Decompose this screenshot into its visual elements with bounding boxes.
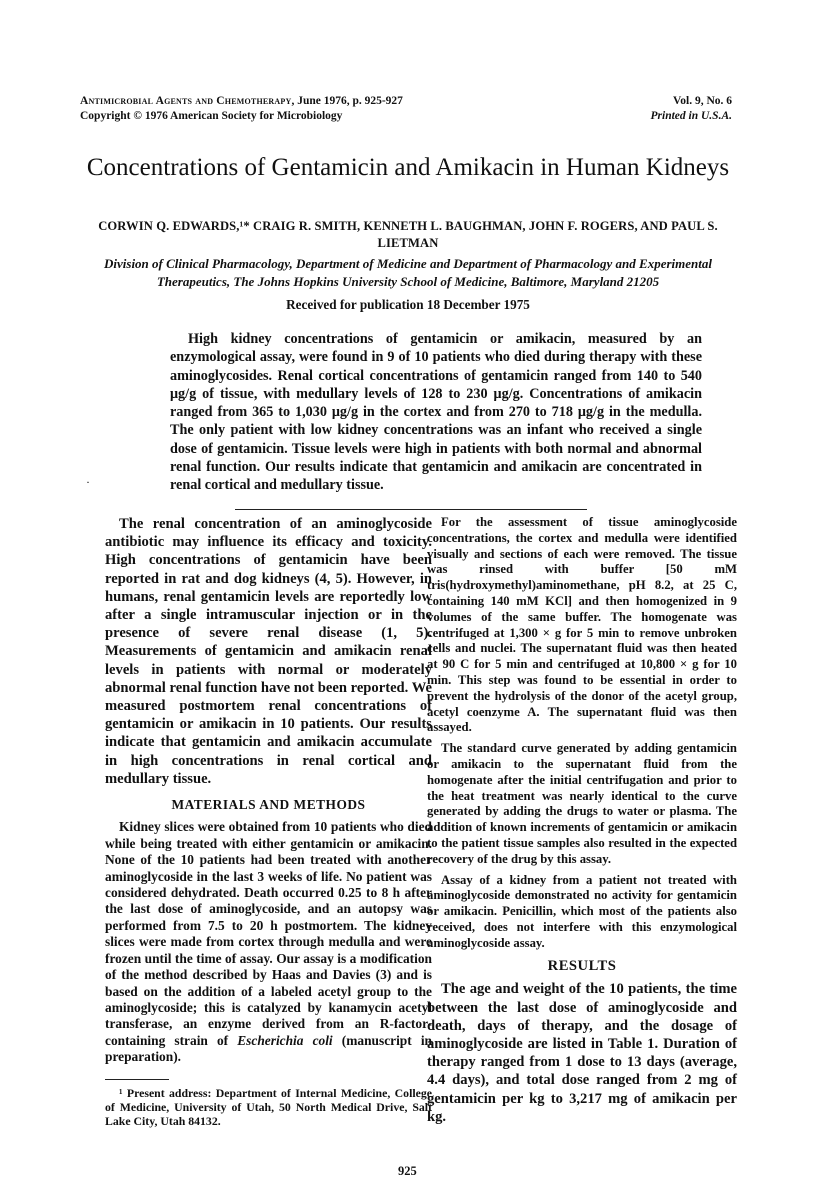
footnote: ¹ Present address: Department of Internal Medicine, College of Medicine, University of Utah, 50 North Medical Drive, Salt Lake City, Utah 84132. bbox=[105, 1085, 432, 1129]
methods-heading: MATERIALS AND METHODS bbox=[171, 797, 366, 813]
received-date: Received for publication 18 December 1975 bbox=[286, 297, 530, 312]
species-name: Escherichia coli bbox=[237, 1032, 333, 1048]
standard-curve-paragraph: The standard curve generated by adding gentamicin or amikacin to the supernatant fluid from the homogenate after the initial centrifugation and prior to the heat treatment was nearly identical to the curve generated by adding the drugs to water or plasma. The addition of known increments of gentamicin or amikacin to the patient tissue samples also resulted in the expected recovery of the drug by this assay. bbox=[427, 741, 737, 866]
tissue-assessment-paragraph: For the assessment of tissue aminoglycoside concentrations, the cortex and medulla were identified visually and sections of each were removed. The tissue was rinsed with buffer [50 mM tris(hydroxymethyl)aminomethane, pH 8.2, at 25 C, containing 140 mM KCl] and then homogenized in 9 volumes of the same buffer. The homogenate was centrifuged at 1,300 × g for 5 min to remove unbroken cells and nuclei. The supernatant fluid was then heated at 90 C for 5 min and centrifuged at 10,800 × g for 10 min. This step was found to be essential in order to prevent the hydrolysis of the donor of the acetyl group, acetyl coenzyme A. The supernatant fluid was then assayed. bbox=[427, 515, 737, 735]
abstract: High kidney concentrations of gentamicin or amikacin, measured by an enzymological assay, were found in 9 of 10 patients who died during therapy with these aminoglycosides. Renal cortical concentrations of gentamicin ranged from 140 to 540 μg/g of tissue, with medullary levels of 128 to 230 μg/g. Concentrations of amikacin ranged from 365 to 1,030 μg/g in the cortex and from 270 to 718 μg/g in the medulla. The only patient with low kidney concentrations was an infant who received a single dose of gentamicin. Tissue levels were high in patients with both normal and abnormal renal function. Our results indicate that gentamicin and amikacin are concentrated in renal cortical and medullary tissue. bbox=[170, 331, 702, 494]
author-list: CORWIN Q. EDWARDS,¹* CRAIG R. SMITH, KENNETH L. BAUGHMAN, JOHN F. ROGERS, AND PAUL S. LIETMAN bbox=[98, 219, 718, 250]
printed-in: Printed in U.S.A. bbox=[650, 110, 732, 122]
results-paragraph: The age and weight of the 10 patients, the time between the last dose of aminoglycoside and death, days of therapy, and the dosage of aminoglycoside are listed in Table 1. Duration of therapy ranged from 1 dose to 13 days (average, 4.4 days), and total dose ranged from 2 mg of gentamicin per kg to 3,217 mg of amikacin per kg. bbox=[427, 981, 737, 1125]
results-heading: RESULTS bbox=[547, 957, 617, 974]
right-column bbox=[427, 515, 737, 1126]
methods-text-start: Kidney slices were obtained from 10 patients who died while being treated with either gentamicin or amikacin. None of the 10 patients had been treated with another aminoglycoside in the last 3 weeks of life. No patient was considered dehydrated. Death occurred 0.25 to 8 h after the last dose of aminoglycoside, and an autopsy was performed from 7.5 to 20 h postmortem. The kidney slices were made from cortex through medulla and were frozen until the time of assay. Our assay is a modification of the method described by Haas and Davies (3) and is based on the addition of a labeled acetyl group to the aminoglycoside; this is catalyzed by kanamycin acetyl transferase, an enzyme derived from an R-factor-containing strain of bbox=[105, 819, 432, 1048]
journal-name: Antimicrobial Agents and Chemotherapy bbox=[80, 95, 292, 107]
introduction-paragraph: The renal concentration of an aminoglycoside antibiotic may influence its efficacy and toxicity. High concentrations of gentamicin have been reported in rat and dog kidneys (4, 5). However, in humans, renal gentamicin levels are reportedly low after a single intramuscular injection or in the presence of severe renal disease (1, 5). Measurements of gentamicin and amikacin renal levels in patients with normal or moderately abnormal renal function have not been reported. We measured postmortem renal concentrations of gentamicin or amikacin in 10 patients. Our results indicate that gentamicin and amikacin accumulate in high concentrations in renal cortical and medullary tissue. bbox=[105, 516, 432, 787]
issue-info: , June 1976, p. 925-927 bbox=[291, 95, 403, 107]
copyright-line: Copyright © 1976 American Society for Microbiology bbox=[80, 110, 343, 122]
methods-paragraph bbox=[105, 819, 432, 1065]
footnote-divider bbox=[105, 1079, 169, 1080]
margin-dot: · bbox=[86, 475, 90, 489]
affiliation: Division of Clinical Pharmacology, Department of Medicine and Department of Pharmacology and Experimental Therapeutics, The Johns Hopkins University School of Medicine, Baltimore, Maryland 21205 bbox=[104, 256, 712, 289]
running-header-right bbox=[651, 94, 732, 124]
abstract-divider bbox=[235, 509, 587, 510]
volume-info: Vol. 9, No. 6 bbox=[673, 95, 732, 107]
control-assay-paragraph: Assay of a kidney from a patient not treated with aminoglycoside demonstrated no activity for gentamicin or amikacin. Penicillin, which most of the patients also received, does not interfere with this enzymological aminoglycoside assay. bbox=[427, 872, 737, 950]
running-header-left bbox=[80, 94, 403, 124]
methods-text-end: (manuscript in preparation). bbox=[105, 1032, 432, 1065]
article-title: Concentrations of Gentamicin and Amikacin in Human Kidneys bbox=[86, 154, 730, 181]
left-column bbox=[105, 515, 432, 1129]
page-number: 925 bbox=[398, 1164, 417, 1178]
journal-citation bbox=[80, 94, 403, 109]
